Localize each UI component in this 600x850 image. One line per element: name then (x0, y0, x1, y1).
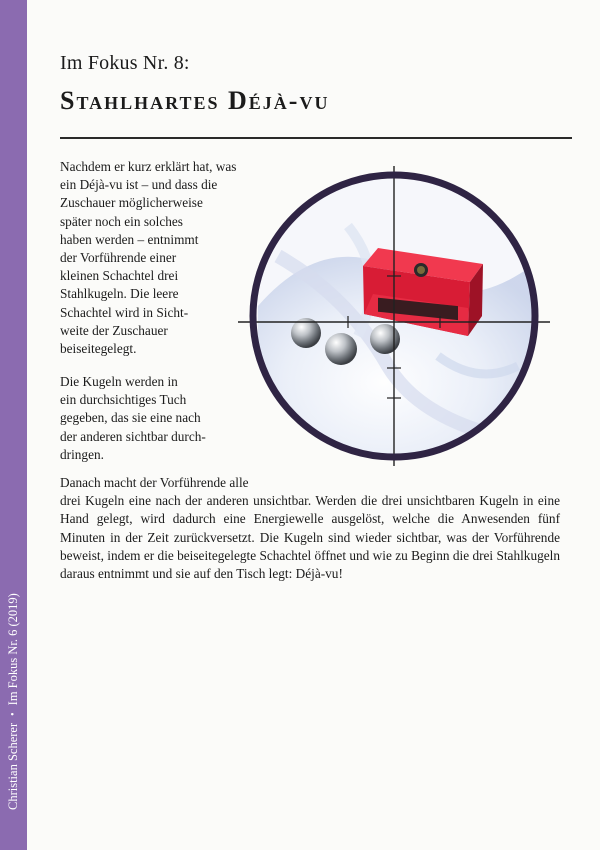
p1-line: Schachtel wird in Sicht- (60, 304, 189, 320)
p3-first-line: Danach macht der Vorführende alle (60, 475, 249, 490)
p2-line: der anderen sichtbar durch- (60, 428, 206, 444)
sidebar-separator: • (8, 712, 19, 716)
sidebar-source: Im Fokus Nr. 6 (2019) (6, 593, 20, 706)
p1-line: später noch ein solches (60, 213, 183, 229)
steel-ball-icon (325, 333, 357, 365)
sidebar-strip (0, 0, 27, 850)
title-divider (60, 137, 572, 139)
steel-ball-icon (370, 324, 400, 354)
p2-line: gegeben, das sie eine nach (60, 410, 201, 426)
p2-line: ein durchsichtiges Tuch (60, 392, 187, 408)
sidebar-caption (0, 0, 27, 850)
crosshair-scope-illustration (238, 166, 550, 466)
scope-graphic (238, 166, 550, 466)
page-title: Stahlhartes Déjà-vu (60, 86, 330, 115)
p2-line: Die Kugeln werden in (60, 374, 178, 389)
p1-line: kleinen Schachtel drei (60, 268, 179, 284)
p1-line: Nachdem er kurz erklärt hat, was (60, 159, 237, 174)
page-kicker: Im Fokus Nr. 8: (60, 52, 190, 74)
p1-line: der Vorführende einer (60, 250, 177, 266)
p2-line: dringen. (60, 446, 104, 462)
p1-line: haben werden – entnimmt (60, 231, 199, 247)
p1-line: ein Déjà-vu ist – und dass die (60, 177, 218, 193)
p1-line: weite der Zuschauer (60, 322, 168, 338)
p1-line: Stahlkugeln. Die leere (60, 286, 179, 302)
paragraph-2 (60, 373, 238, 464)
sidebar-author: Christian Scherer (6, 722, 20, 810)
paragraph-1 (60, 158, 238, 358)
p1-line: Zuschauer möglicherweise (60, 195, 203, 211)
paragraph-3 (60, 474, 560, 583)
p1-line: beiseitegelegt. (60, 341, 137, 357)
p3-body: drei Kugeln eine nach der anderen unsichtbar. Werden die drei unsichtbaren Kugeln in eine Hand gelegt, wird dadurch eine Energiewelle ausgelöst, welche die Anwesenden fünf Minuten in der Zeit zurückversetzt. Die Kugeln sind wieder sichtbar, was der Vorführende beweist, indem er die beiseitegelegte Schachtel öffnet und wie zu Beginn die drei Stahlkugeln daraus entnimmt und sie auf den Tisch legt: Déjà-vu! (60, 493, 560, 582)
